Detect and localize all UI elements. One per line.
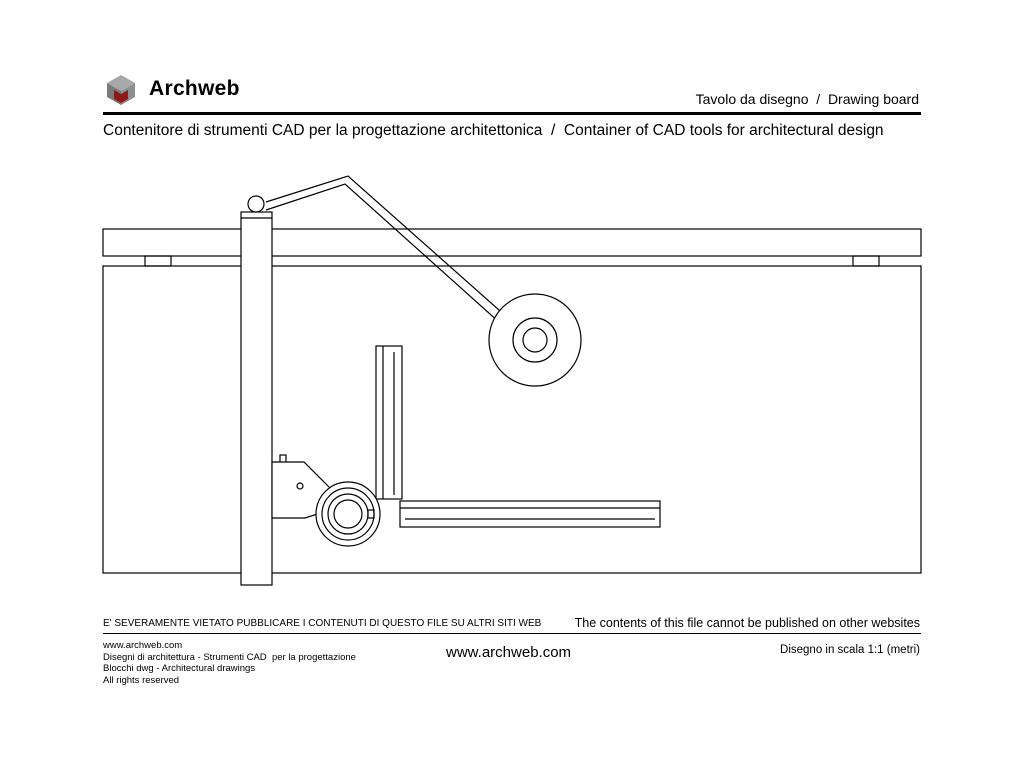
lamp-pivot <box>248 196 264 212</box>
copyright-warning-english: The contents of this file cannot be published on other websites <box>574 616 920 630</box>
website-link[interactable]: www.archweb.com <box>446 644 572 661</box>
document-title: Tavolo da disegno / Drawing board <box>695 91 919 107</box>
lamp-post <box>241 212 272 585</box>
scale-note: Disegno in scala 1:1 (metri) <box>780 644 920 656</box>
footer-divider <box>103 633 921 634</box>
credits-block <box>103 640 356 686</box>
lamp-arm <box>266 176 526 340</box>
board-top-shelf <box>103 229 921 256</box>
drafting-machine <box>272 346 660 546</box>
shelf-support-right <box>853 256 879 266</box>
page-subtitle: Contenitore di strumenti CAD per la progettazione architettonica / Container of CAD tools for architectural design <box>103 122 884 139</box>
shelf-support-left <box>145 256 171 266</box>
credit-line: Blocchi dwg - Architectural drawings <box>103 663 256 674</box>
credit-line: Disegni di architettura - Strumenti CAD per la progettazione <box>103 651 356 663</box>
lamp-head <box>489 294 581 386</box>
brand-name: Archweb <box>149 77 240 100</box>
copyright-warning-italian: E' SEVERAMENTE VIETATO PUBBLICARE I CONTENUTI DI QUESTO FILE SU ALTRI SITI WEB <box>103 618 542 629</box>
credit-line: All rights reserved <box>103 674 180 686</box>
credit-line: www.archweb.com <box>103 640 183 651</box>
